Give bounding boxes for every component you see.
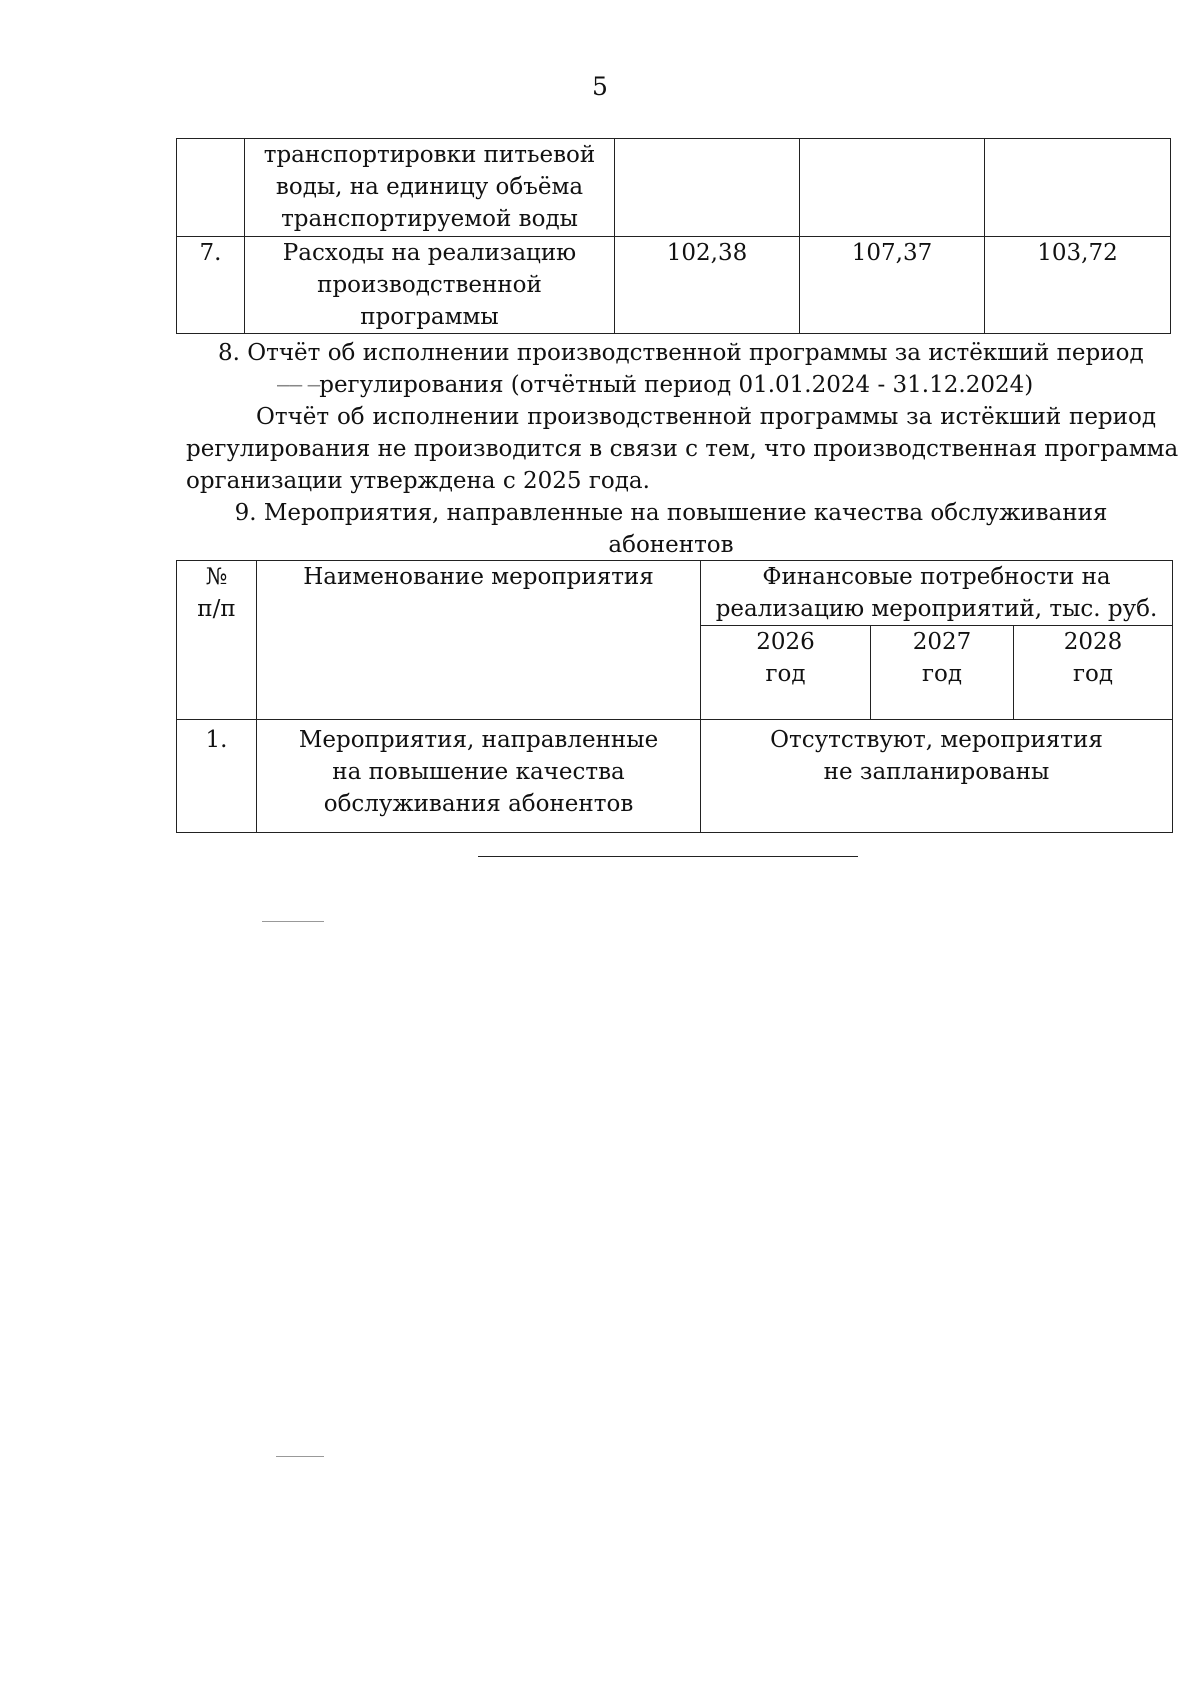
indicator-name-cell xyxy=(245,237,615,334)
service-quality-measures-table xyxy=(176,560,1173,833)
page-number: 5 xyxy=(592,72,608,101)
value-cell xyxy=(615,139,800,237)
table-header-row xyxy=(177,561,1173,626)
column-header-name: Наименование мероприятия xyxy=(257,561,701,720)
indicator-name-line: программы xyxy=(360,304,499,330)
scan-artifact-mark xyxy=(276,1456,324,1457)
column-header-year xyxy=(1014,626,1173,720)
measure-name-cell xyxy=(257,720,701,833)
year-label: 2028 xyxy=(1063,629,1123,655)
indicator-name-line: транспортировки питьевой xyxy=(263,142,596,168)
column-header-year xyxy=(871,626,1014,720)
indicator-name-line: транспортируемой воды xyxy=(281,206,578,232)
value-cell: 103,72 xyxy=(985,237,1171,334)
end-separator-line xyxy=(478,856,858,857)
measure-name-line: Мероприятия, направленные xyxy=(298,727,659,753)
table-row xyxy=(177,139,1171,237)
production-program-table xyxy=(176,138,1171,334)
row-number-cell xyxy=(177,139,245,237)
body-line: организации утверждена с 2025 года. xyxy=(186,468,650,494)
section-9-heading-line1: 9. Мероприятия, направленные на повышение качества обслуживания xyxy=(234,500,1108,526)
measure-name-line: обслуживания абонентов xyxy=(323,791,634,817)
header-line: Финансовые потребности на xyxy=(762,564,1111,590)
indicator-name-cell xyxy=(245,139,615,237)
column-header-year xyxy=(701,626,871,720)
year-unit: год xyxy=(1072,661,1114,687)
row-number-cell: 7. xyxy=(177,237,245,334)
year-label: 2026 xyxy=(756,629,815,655)
year-unit: год xyxy=(765,661,806,687)
header-line: п/п xyxy=(197,596,236,622)
year-label: 2027 xyxy=(912,629,972,655)
value-cell: 102,38 xyxy=(615,237,800,334)
indicator-name-line: Расходы на реализацию xyxy=(282,240,577,266)
value-cell: 107,37 xyxy=(800,237,985,334)
header-line: реализацию мероприятий, тыс. руб. xyxy=(715,596,1158,622)
header-line: № xyxy=(205,564,228,590)
scan-artifact-dash: ‒‒ ‒ xyxy=(276,372,320,398)
scan-artifact-mark xyxy=(262,921,324,922)
section-9-heading-line2: абонентов xyxy=(608,532,734,558)
body-line: Отчёт об исполнении производственной программы за истёкший период xyxy=(256,404,1156,430)
indicator-name-line: производственной xyxy=(317,272,542,298)
table-row xyxy=(177,237,1171,334)
column-header-number xyxy=(177,561,257,720)
financing-note-line: Отсутствуют, мероприятия xyxy=(770,727,1103,753)
row-number-cell: 1. xyxy=(177,720,257,833)
indicator-name-line: воды, на единицу объёма xyxy=(275,174,584,200)
value-cell xyxy=(985,139,1171,237)
section-8-heading-continued xyxy=(276,369,1033,401)
value-cell xyxy=(800,139,985,237)
section-9-heading xyxy=(186,497,1156,561)
financing-note-line: не запланированы xyxy=(823,759,1050,785)
section-8-heading-line2: регулирования (отчётный период 01.01.2024 - 31.12.2024) xyxy=(319,372,1034,398)
section-8-heading: 8. Отчёт об исполнении производственной программы за истёкший период xyxy=(218,340,1144,366)
year-unit: год xyxy=(921,661,963,687)
table-row xyxy=(177,720,1173,833)
financing-note-cell xyxy=(701,720,1173,833)
section-8-body xyxy=(186,401,1179,497)
measure-name-line: на повышение качества xyxy=(332,759,625,785)
column-header-financing xyxy=(701,561,1173,626)
body-line: регулирования не производится в связи с тем, что производственная программа xyxy=(186,436,1179,462)
